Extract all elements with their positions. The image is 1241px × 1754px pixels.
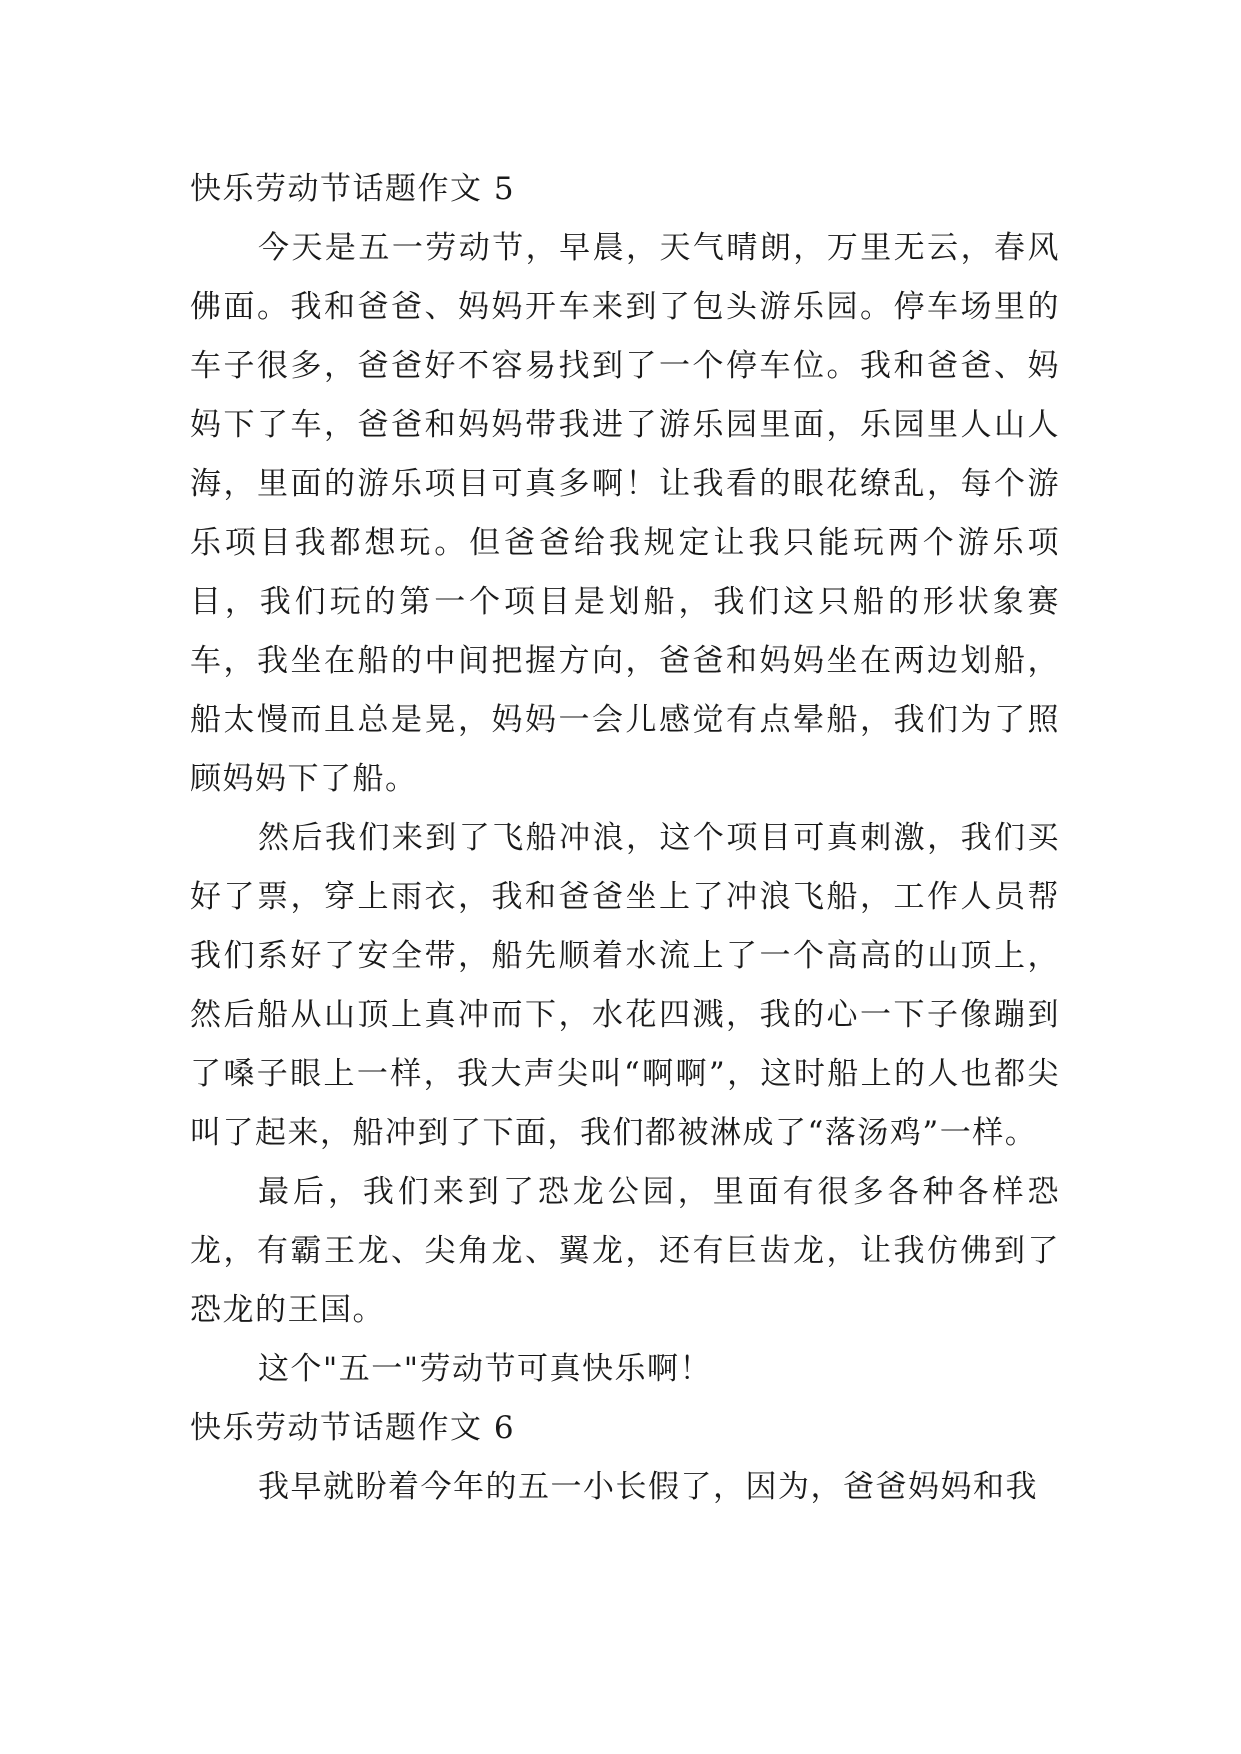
essay-6-paragraph-1: 我早就盼着今年的五一小长假了，因为，爸爸妈妈和我: [258, 1469, 1038, 1505]
essay-heading-6: 快乐劳动节话题作文 6: [190, 1410, 516, 1446]
essay-5-paragraph-4: 这个"五一"劳动节可真快乐啊！: [258, 1351, 713, 1387]
essay-5-paragraph-3: 最后，我们来到了恐龙公园，里面有很多各种各样恐龙，有霸王龙、尖角龙、翼龙，还有巨齿龙，让我仿佛到了恐龙的王国。: [190, 1174, 1060, 1328]
essay-5-paragraph-2: 然后我们来到了飞船冲浪，这个项目可真刺激，我们买好了票，穿上雨衣，我和爸爸坐上了冲浪飞船，工作人员帮我们系好了安全带，船先顺着水流上了一个高高的山顶上，然后船从山顶上真冲而下，水花四溅，我的心一下子像蹦到了嗓子眼上一样，我大声尖叫“啊啊”，这时船上的人也都尖叫了起来，船冲到了下面，我们都被淋成了“落汤鸡”一样。: [190, 820, 1060, 1151]
essay-5-paragraph-1: 今天是五一劳动节，早晨，天气晴朗，万里无云，春风佛面。我和爸爸、妈妈开车来到了包头游乐园。停车场里的车子很多，爸爸好不容易找到了一个停车位。我和爸爸、妈妈下了车，爸爸和妈妈带我进了游乐园里面，乐园里人山人海，里面的游乐项目可真多啊！让我看的眼花缭乱，每个游乐项目我都想玩。但爸爸给我规定让我只能玩两个游乐项目，我们玩的第一个项目是划船，我们这只船的形状象赛车，我坐在船的中间把握方向，爸爸和妈妈坐在两边划船，船太慢而且总是晃，妈妈一会儿感觉有点晕船，我们为了照顾妈妈下了船。: [190, 230, 1060, 797]
essay-heading-5: 快乐劳动节话题作文 5: [190, 171, 516, 207]
document-body: [190, 160, 1060, 1517]
